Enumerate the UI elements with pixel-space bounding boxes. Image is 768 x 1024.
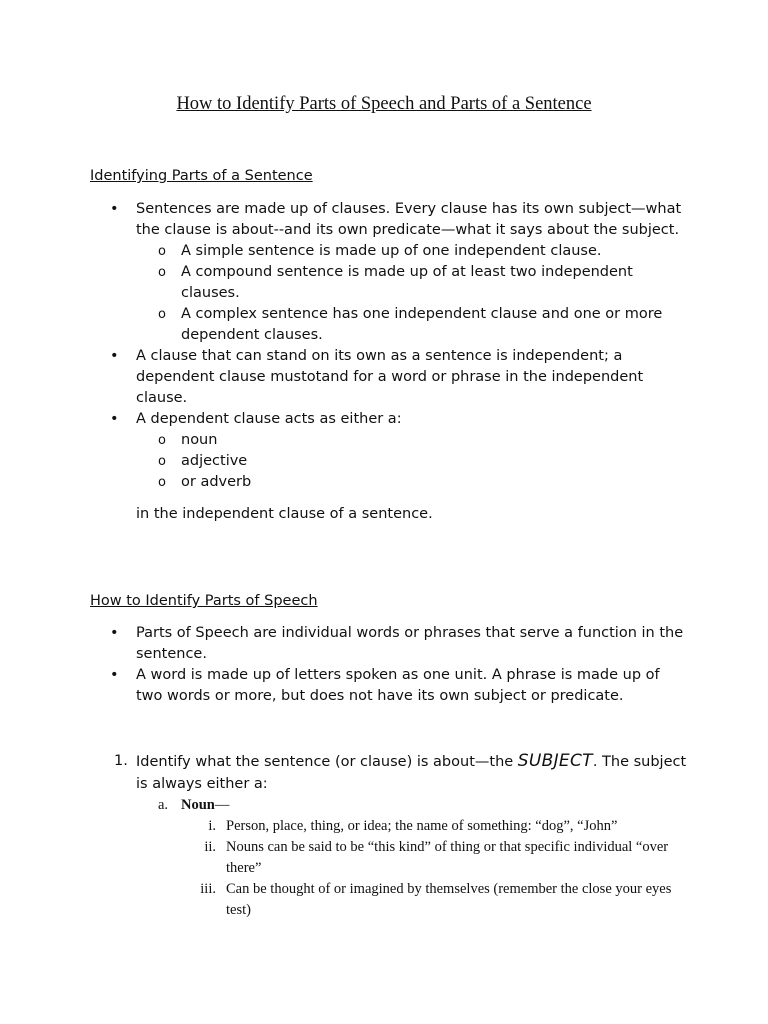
- sub-list-item: [90, 304, 690, 346]
- section-heading-parts-of-sentence: Identifying Parts of a Sentence: [90, 168, 313, 184]
- sub-list: [136, 430, 690, 493]
- sub-list-item-text: A compound sentence is made up of at least two independent clauses.: [181, 264, 633, 301]
- list-item-text: Parts of Speech are individual words or phrases that serve a function in the sentence.: [136, 625, 684, 662]
- sub-bullet-marker: o: [158, 265, 166, 280]
- item-number: 1.: [114, 753, 128, 769]
- sub-list-item: [90, 241, 690, 262]
- sub-list-item: [90, 472, 690, 493]
- sub-list-item-text: noun: [181, 432, 218, 448]
- bullet-marker: •: [110, 411, 119, 427]
- numbered-steps: [90, 750, 690, 921]
- sub-bullet-marker: o: [158, 475, 166, 490]
- alpha-item: [90, 795, 690, 921]
- bullet-marker: •: [110, 625, 119, 641]
- sub-list-item: [90, 451, 690, 472]
- alpha-marker: a.: [158, 797, 169, 813]
- term-dash: —: [214, 797, 230, 813]
- numbered-item-text: [136, 750, 690, 795]
- sub-list-item: [90, 262, 690, 304]
- sub-bullet-marker: o: [158, 433, 166, 448]
- list-item: [90, 199, 690, 346]
- subject-emphasis: SUBJECT: [517, 751, 593, 771]
- list-item: [90, 346, 690, 409]
- sub-list: [136, 241, 690, 346]
- sub-list-item: [90, 430, 690, 451]
- text-after: . The subject is always either a:: [136, 754, 687, 792]
- sub-bullet-marker: o: [158, 454, 166, 469]
- sub-bullet-marker: o: [158, 244, 166, 259]
- list-item-text: A dependent clause acts as either a:: [136, 411, 402, 427]
- bullet-marker: •: [110, 348, 119, 364]
- numbered-list: [90, 750, 690, 921]
- roman-item-text: Person, place, thing, or idea; the name of something: “dog”, “John”: [226, 818, 618, 834]
- roman-item: [90, 816, 690, 837]
- list-item: [90, 665, 690, 707]
- alpha-list: [136, 795, 690, 921]
- bullet-list: [90, 199, 690, 493]
- list-item-text: A word is made up of letters spoken as one unit. A phrase is made up of two words or more, but does not have its own subject or predicate.: [136, 667, 660, 704]
- bullet-marker: •: [110, 667, 119, 683]
- roman-list: [181, 816, 690, 921]
- list-item: [90, 409, 690, 493]
- bullet-list: [90, 623, 690, 707]
- roman-marker: i.: [208, 818, 216, 834]
- section-parts-of-speech: [90, 623, 690, 707]
- term-noun: Noun: [181, 797, 215, 813]
- bullet-marker: •: [110, 201, 119, 217]
- roman-item-text: Nouns can be said to be “this kind” of thing or that specific individual “over there”: [226, 839, 669, 876]
- roman-marker: iii.: [200, 881, 216, 897]
- roman-item: [90, 837, 690, 879]
- roman-marker: ii.: [204, 839, 216, 855]
- document-title: How to Identify Parts of Speech and Parts of a Sentence: [176, 94, 592, 114]
- numbered-item: [90, 750, 690, 921]
- sub-list-item-text: or adverb: [181, 474, 252, 490]
- section-heading-parts-of-speech: How to Identify Parts of Speech: [90, 593, 318, 609]
- list-item-text: Sentences are made up of clauses. Every clause has its own subject—what the clause is about--and its own predicate—what it says about the subject.: [136, 201, 682, 238]
- sub-list-item-text: A complex sentence has one independent clause and one or more dependent clauses.: [181, 306, 663, 343]
- roman-item: [90, 879, 690, 921]
- roman-item-text: Can be thought of or imagined by themselves (remember the close your eyes test): [226, 881, 672, 918]
- sub-bullet-marker: o: [158, 307, 166, 322]
- list-item-text: A clause that can stand on its own as a sentence is independent; a dependent clause mustotand for a word or phrase in the independent clause.: [136, 348, 644, 406]
- continuation-text: in the independent clause of a sentence.: [136, 506, 433, 522]
- alpha-item-text: [181, 795, 690, 816]
- section-parts-of-sentence: [90, 199, 690, 525]
- text-before: Identify what the sentence (or clause) is about—the: [136, 754, 518, 770]
- list-item: [90, 623, 690, 665]
- sub-list-item-text: A simple sentence is made up of one independent clause.: [181, 243, 602, 259]
- sub-list-item-text: adjective: [181, 453, 248, 469]
